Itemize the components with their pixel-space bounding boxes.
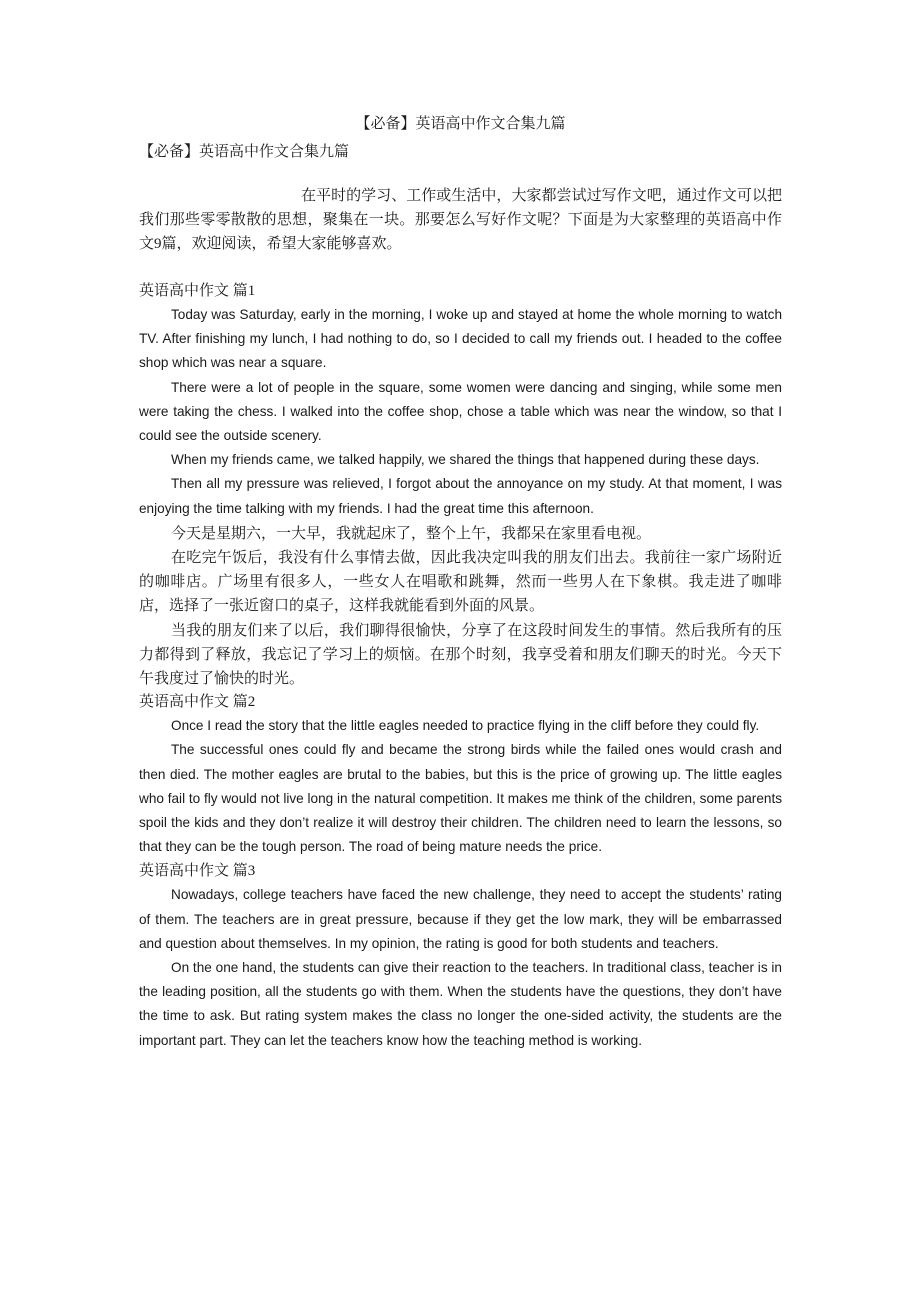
document-title: 【必备】英语高中作文合集九篇 xyxy=(355,116,566,132)
paragraph: 在吃完午饭后，我没有什么事情去做，因此我决定叫我的朋友们出去。我前往一家广场附近的咖啡店。广场里有很多人，一些女人在唱歌和跳舞，然而一些男人在下象棋。我走进了咖啡店，选择了一张近窗口的桌子，这样我就能看到外面的风景。 xyxy=(139,548,782,615)
paragraph: Then all my pressure was relieved, I forgot about the annoyance on my study. At that moment, I was enjoying the time talking with my friends. I had the great time this afternoon. xyxy=(139,476,782,516)
paragraph: Once I read the story that the little eagles needed to practice flying in the cliff before they could fly. xyxy=(171,718,760,734)
essay-section-3 xyxy=(139,859,782,1052)
essay-section-2 xyxy=(139,690,782,859)
section-heading: 英语高中作文 篇2 xyxy=(139,694,256,711)
intro-paragraph: 在平时的学习、工作或生活中，大家都尝试过写作文吧，通过作文可以把我们那些零零散散的思想，聚集在一块。那要怎么写好作文呢？下面是为大家整理的英语高中作文9篇，欢迎阅读，希望大家能够喜欢。 xyxy=(139,188,782,252)
paragraph: Today was Saturday, early in the morning, I woke up and stayed at home the whole morning to watch TV. After finishing my lunch, I had nothing to do, so I decided to call my friends out. I headed to the coffee shop which was near a square. xyxy=(139,307,782,371)
paragraph: The successful ones could fly and became the strong birds while the failed ones would crash and then died. The mother eagles are brutal to the babies, but this is the price of growing up. The little eagles who fail to fly would not live long in the natural competition. It makes me think of the children, some parents spoil the kids and they don’t realize it will destroy their children. The children need to learn the lessons, so that they can be the tough person. The road of being mature needs the price. xyxy=(139,742,783,855)
document-subtitle: 【必备】英语高中作文合集九篇 xyxy=(139,144,350,160)
paragraph: Nowadays, college teachers have faced the new challenge, they need to accept the students’ rating of them. The teachers are in great pressure, because if they get the low mark, they will be embarrassed and question about themselves. In my opinion, the rating is good for both students and teachers. xyxy=(139,887,782,951)
paragraph: On the one hand, the students can give their reaction to the teachers. In traditional class, teacher is in the leading position, all the students go with them. When the students have the questions, they don’t have the time to ask. But rating system makes the class no longer the one-sided activity, the students are the important part. They can let the teachers know how the teaching method is working. xyxy=(139,960,782,1048)
essay-section-1 xyxy=(139,279,782,690)
document-page xyxy=(139,112,782,1053)
paragraph: 当我的朋友们来了以后，我们聊得很愉快，分享了在这段时间发生的事情。然后我所有的压力都得到了释放，我忘记了学习上的烦恼。在那个时刻，我享受着和朋友们聊天的时光。今天下午我度过了愉快的时光。 xyxy=(139,620,782,688)
paragraph: There were a lot of people in the square, some women were dancing and singing, while some men were taking the chess. I walked into the coffee shop, chose a table which was near the window, so that I could see the outside scenery. xyxy=(139,379,782,444)
section-heading: 英语高中作文 篇3 xyxy=(139,863,256,880)
paragraph: 今天是星期六，一大早，我就起床了，整个上午，我都呆在家里看电视。 xyxy=(171,523,652,542)
paragraph: When my friends came, we talked happily, we shared the things that happened during these days. xyxy=(171,452,760,468)
section-heading: 英语高中作文 篇1 xyxy=(139,283,256,299)
